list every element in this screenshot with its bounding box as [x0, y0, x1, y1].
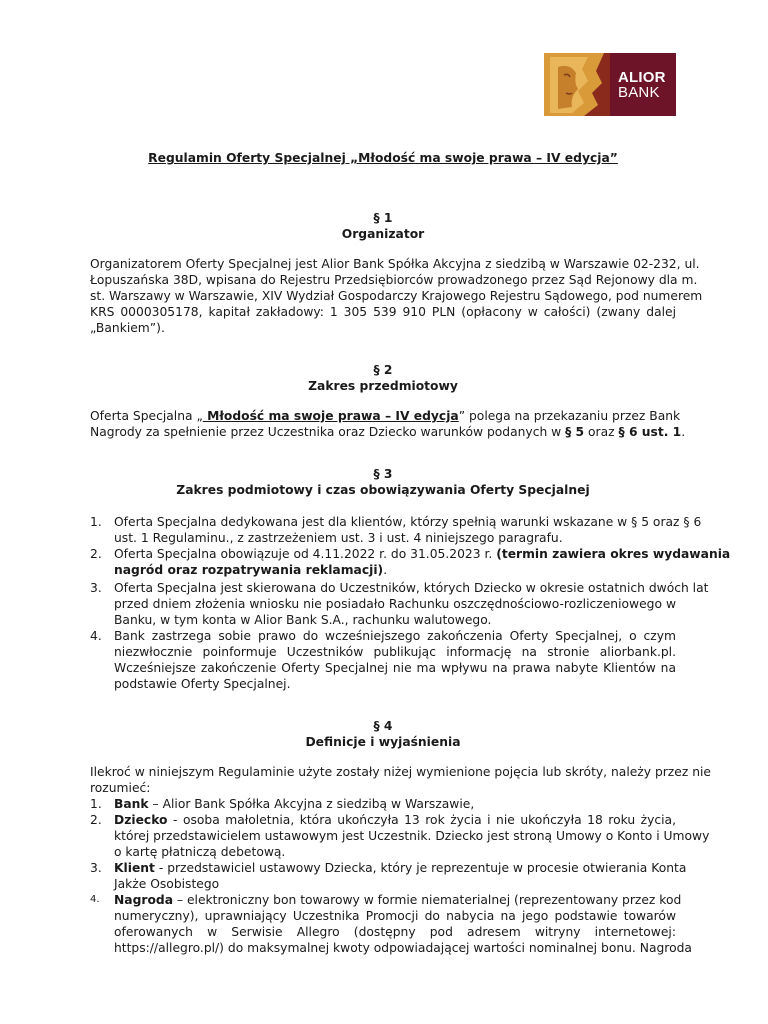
section-2-number: § 2 — [373, 363, 393, 377]
text: ” polega na przekazaniu przez Bank — [458, 409, 681, 423]
text: https://allegro.pl/) do maksymalnej kwoty odpowiadającej wartości nominalnej bonu. Nagroda — [114, 941, 692, 955]
item-line — [114, 828, 710, 844]
text: - przedstawiciel ustawowy Dziecka, który je reprezentuje w procesie otwierania Konta — [154, 861, 687, 875]
section-1-line: Łopuszańska 38D, wpisana do Rejestru Przedsiębiorców prowadzonego przez Sąd Rejonowy dla m. — [90, 273, 698, 287]
definition-term: Klient — [114, 861, 155, 875]
text: . — [681, 425, 686, 439]
item-number: 1. — [90, 515, 102, 529]
item-line: Oferta Specjalna jest skierowana do Uczestników, których Dziecko w okresie ostatnich dwóch lat — [114, 581, 709, 595]
text: oferowanych w Serwisie Allegro (dostępny pod adresem witryny internetowej: — [114, 925, 676, 939]
section-3-title: Zakres podmiotowy i czas obowiązywania Oferty Specjalnej — [176, 483, 590, 497]
section-2-paragraph — [90, 408, 686, 440]
item-body — [114, 580, 709, 628]
logo-line-1: ALIOR — [618, 69, 666, 86]
item-body — [114, 514, 702, 546]
document-title: Regulamin Oferty Specjalnej „Młodość ma swoje prawa – IV edycja” — [148, 151, 618, 165]
item-number: 2. — [90, 813, 102, 827]
item-line — [114, 796, 676, 812]
item-line: podstawie Oferty Specjalnej. — [114, 677, 291, 691]
text: . — [383, 563, 388, 577]
section-1-line: „Bankiem”). — [90, 321, 165, 335]
bold-text: (termin zawiera okres wydawania — [496, 547, 731, 561]
text: Jakże Osobistego — [114, 877, 220, 891]
item-line — [114, 812, 676, 828]
definition-term: Bank — [114, 797, 149, 811]
section-2-title: Zakres przedmiotowy — [308, 379, 458, 393]
item-line: Wcześniejsze zakończenie Oferty Specjalnej nie ma wpływu na prawa nabyte Klientów na — [114, 661, 676, 675]
item-line — [114, 546, 731, 562]
text: numeryczny), uprawniający Uczestnika Promocji do nabycia na jego podstawie towarów — [114, 909, 676, 923]
item-line — [114, 562, 676, 578]
item-number: 1. — [90, 797, 102, 811]
logo-wordmark — [618, 70, 666, 100]
intro-line: Ilekroć w niniejszym Regulaminie użyte zostały niżej wymienione pojęcia lub skróty, należy przez nie — [90, 765, 711, 779]
ref-6: § 6 ust. 1 — [618, 425, 682, 439]
intro-line: rozumieć: — [90, 781, 151, 795]
section-1-line: Organizatorem Oferty Specjalnej jest Alior Bank Spółka Akcyjna z siedzibą w Warszawie 02-232, ul. — [90, 257, 700, 271]
item-body — [114, 812, 710, 860]
section-4-intro — [90, 764, 711, 796]
item-line: Bank zastrzega sobie prawo do wcześniejszego zakończenia Oferty Specjalnej, o czym — [114, 629, 676, 643]
item-line: Banku, w tym konta w Alior Bank S.A., rachunku walutowego. — [114, 613, 492, 627]
item-body — [114, 546, 731, 578]
offer-name: Młodość ma swoje prawa – IV edycja — [202, 409, 459, 423]
ref-5: § 5 — [565, 425, 585, 439]
section-1-number: § 1 — [373, 211, 393, 225]
item-number: 2. — [90, 547, 102, 561]
item-line — [114, 876, 676, 892]
item-line — [114, 892, 682, 908]
definition-term: Nagroda — [114, 893, 174, 907]
item-number: 4. — [90, 629, 102, 643]
section-1-line: KRS 0000305178, kapitał zakładowy: 1 305 539 910 PLN (opłacony w całości) (zwany dalej — [90, 305, 676, 319]
item-line — [114, 940, 692, 956]
logo-line-2: BANK — [618, 84, 660, 101]
item-line: ust. 1 Regulaminu., z zastrzeżeniem ust. 3 i ust. 4 niniejszego paragrafu. — [114, 531, 563, 545]
section-4-title: Definicje i wyjaśnienia — [305, 735, 461, 749]
item-body — [114, 628, 676, 692]
item-line — [114, 908, 676, 924]
section-1-paragraph — [90, 256, 703, 336]
item-line: przed dniem złożenia wniosku nie posiadało Rachunku oszczędnościowo-rozliczeniowego w — [114, 597, 676, 611]
item-number: 4. — [90, 894, 100, 905]
text: Oferta Specjalna „ — [90, 409, 203, 423]
definition-term: Dziecko — [114, 813, 168, 827]
section-2-line-1 — [90, 408, 681, 424]
item-body — [114, 892, 692, 956]
item-line — [114, 860, 687, 876]
section-3-number: § 3 — [373, 467, 393, 481]
item-line — [114, 844, 676, 860]
text: której przedstawicielem ustawowym jest Uczestnik. Dziecko jest stroną Umowy o Konto i Umowy — [114, 829, 710, 843]
item-number: 3. — [90, 581, 102, 595]
section-1-line: st. Warszawy w Warszawie, XIV Wydział Gospodarczy Krajowego Rejestru Sądowego, pod numerem — [90, 289, 703, 303]
text: – Alior Bank Spółka Akcyjna z siedzibą w Warszawie, — [148, 797, 475, 811]
section-1-title: Organizator — [341, 227, 425, 241]
item-line: Oferta Specjalna dedykowana jest dla klientów, którzy spełnią warunki wskazane w § 5 oraz § 6 — [114, 515, 702, 529]
section-4-number: § 4 — [373, 719, 393, 733]
item-line: niezwłocznie poinformuje Uczestników publikując informację na stronie aliorbank.pl. — [114, 645, 676, 659]
text: Nagrody za spełnienie przez Uczestnika oraz Dziecko warunków podanych w — [90, 425, 566, 439]
alior-bank-logo — [544, 53, 676, 116]
text: Oferta Specjalna obowiązuje od 4.11.2022 r. do 31.05.2023 r. — [114, 547, 497, 561]
item-body — [114, 860, 687, 892]
text: – elektroniczny bon towarowy w formie niematerialnej (reprezentowany przez kod — [173, 893, 682, 907]
section-2-line-2 — [90, 424, 686, 440]
item-number: 3. — [90, 861, 102, 875]
bold-text: nagród oraz rozpatrywania reklamacji) — [114, 563, 384, 577]
text: o kartę płatniczą debetową. — [114, 845, 286, 859]
item-line — [114, 924, 676, 940]
item-body — [114, 796, 676, 812]
text: oraz — [584, 425, 619, 439]
text: - osoba małoletnia, która ukończyła 13 rok życia i nie ukończyła 18 roku życia, — [167, 813, 676, 827]
